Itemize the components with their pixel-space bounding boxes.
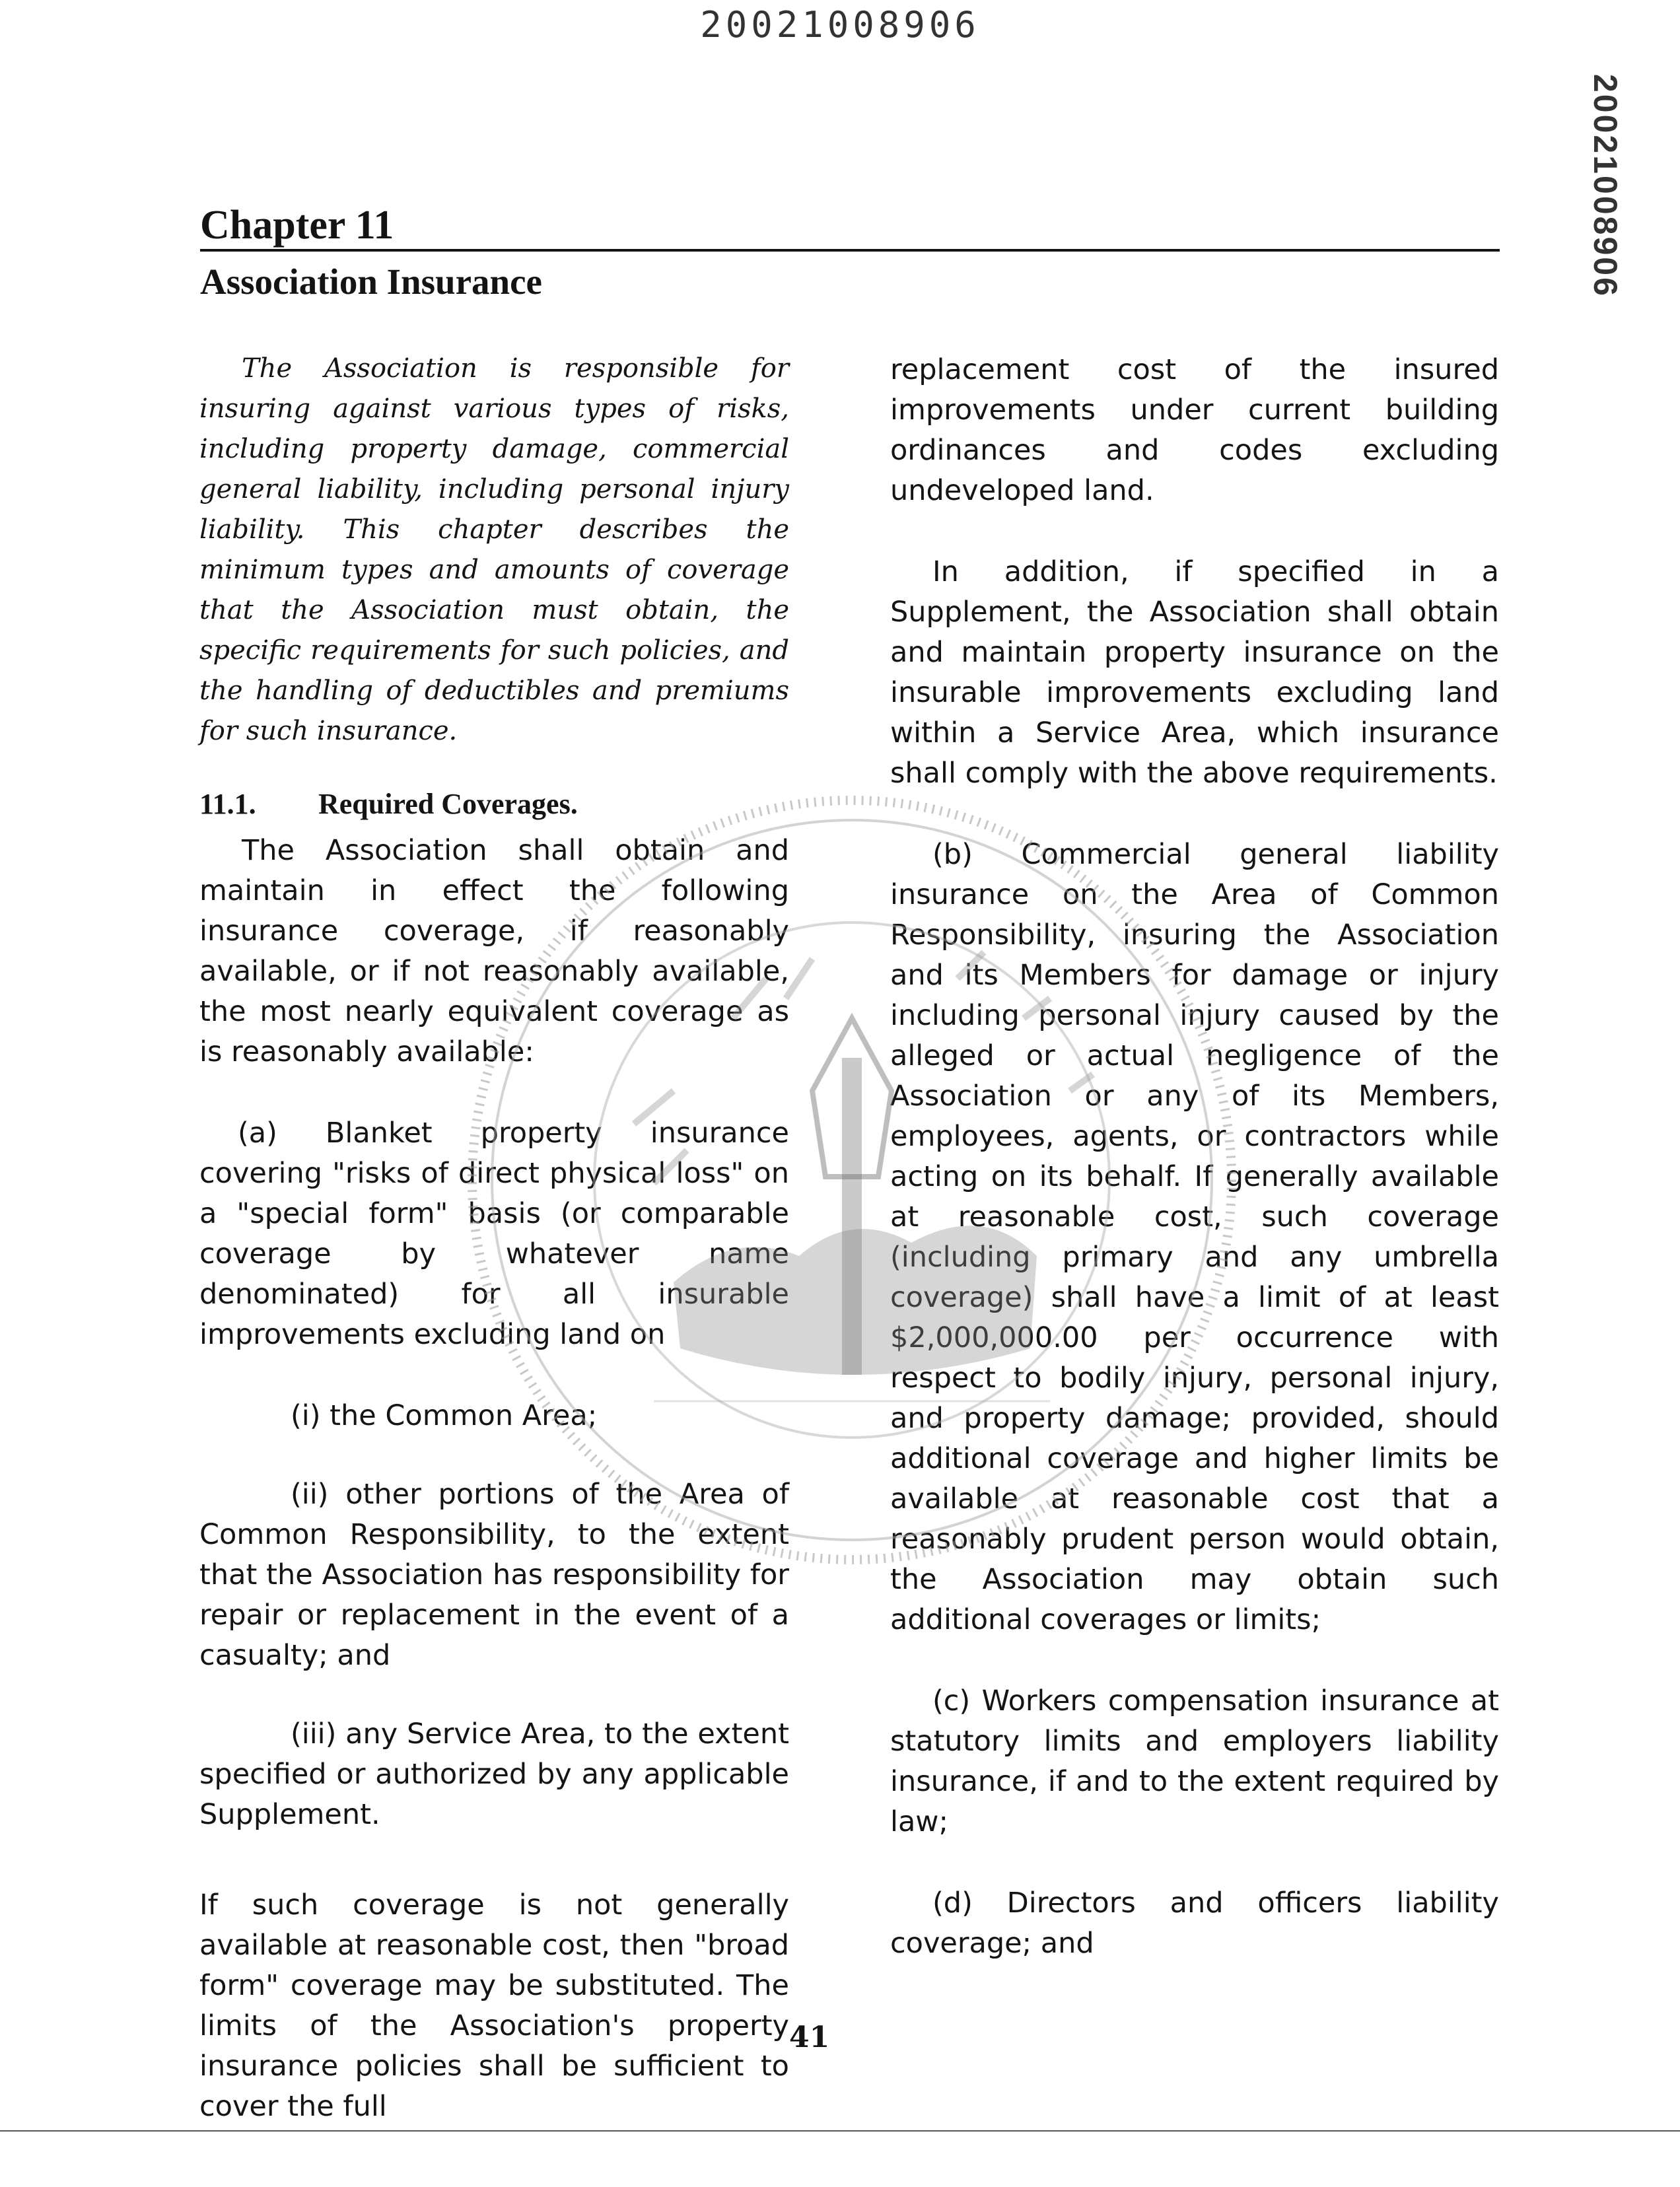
chapter-subtitle: Association Insurance [200, 261, 542, 302]
left-column [199, 349, 789, 2127]
chapter-rule [200, 249, 1500, 252]
right-column [890, 350, 1499, 1964]
item-a-i-paragraph: (i) the Common Area; [291, 1399, 598, 1432]
replacement-cost-paragraph: replacement cost of the insured improvements under current building ordinances and codes excluding undeveloped land. [890, 353, 1499, 507]
document-number: 20021008906 [700, 4, 980, 46]
chapter-intro: The Association is responsible for insuring against various types of risks, including property damage, commercial general liability, including personal injury liability. This chapter describes the minimum types and amounts of coverage that the Association must obtain, the specific requirements for such policies, and the handling of deductibles and premiums for such insurance. [199, 353, 789, 746]
addition-paragraph: In addition, if specified in a Supplement, the Association shall obtain and maintain property insurance on the insurable improvements excluding land within a Service Area, which insurance shall comply with the above requirements. [890, 555, 1499, 790]
section-title: Required Coverages. [318, 788, 578, 820]
item-c-paragraph: (c) Workers compensation insurance at statutory limits and employers liability insurance, if and to the extent required by law; [890, 1684, 1499, 1838]
item-d-paragraph: (d) Directors and officers liability coverage; and [890, 1887, 1499, 1960]
item-b-paragraph: (b) Commercial general liability insurance on the Area of Common Responsibility, insuring the Association and its Members for damage or injury including personal injury caused by the alleged or actual negligence of the Association or any of its Members, employees, agents, or contractors while acting on its behalf. If generally available at reasonable cost, such coverage (including primary and any umbrella coverage) shall have a limit of at least $2,000,000.00 per occurrence with respect to bodily injury, personal injury, and property damage; provided, should additional coverage and higher limits be available at reasonable cost that a reasonably prudent person would obtain, the Association may obtain such additional coverages or limits; [890, 838, 1499, 1636]
seal-lantern-emblem [812, 1018, 892, 1177]
footer-rule [0, 2130, 1680, 2132]
margin-document-number: 20021008906 [1587, 74, 1624, 298]
broad-form-paragraph: If such coverage is not generally available at reasonable cost, then "broad form" coverage may be substituted. The limits of the Association's property insurance policies shall be sufficient to cover the full [199, 1889, 789, 2123]
section-heading [199, 784, 789, 824]
page-number: 41 [789, 2021, 830, 2054]
section-number: 11.1. [199, 788, 256, 820]
item-a-paragraph: (a) Blanket property insurance covering "risks of direct physical loss" on a "special form" basis (or comparable coverage by whatever name denominated) for all insurable improvements excluding land on [199, 1117, 789, 1351]
section-intro-paragraph: The Association shall obtain and maintain in effect the following insurance coverage, if reasonably available, or if not reasonably available, the most nearly equivalent coverage as is reasonably available: [199, 834, 789, 1068]
item-a-ii-paragraph: (ii) other portions of the Area of Common Responsibility, to the extent that the Association has responsibility for repair or replacement in the event of a casualty; and [199, 1478, 789, 1672]
chapter-title: Chapter 11 [200, 203, 394, 248]
item-a-iii-paragraph: (iii) any Service Area, to the extent specified or authorized by any applicable Supplement. [199, 1718, 789, 1831]
seal-lamp-post [842, 1058, 862, 1375]
